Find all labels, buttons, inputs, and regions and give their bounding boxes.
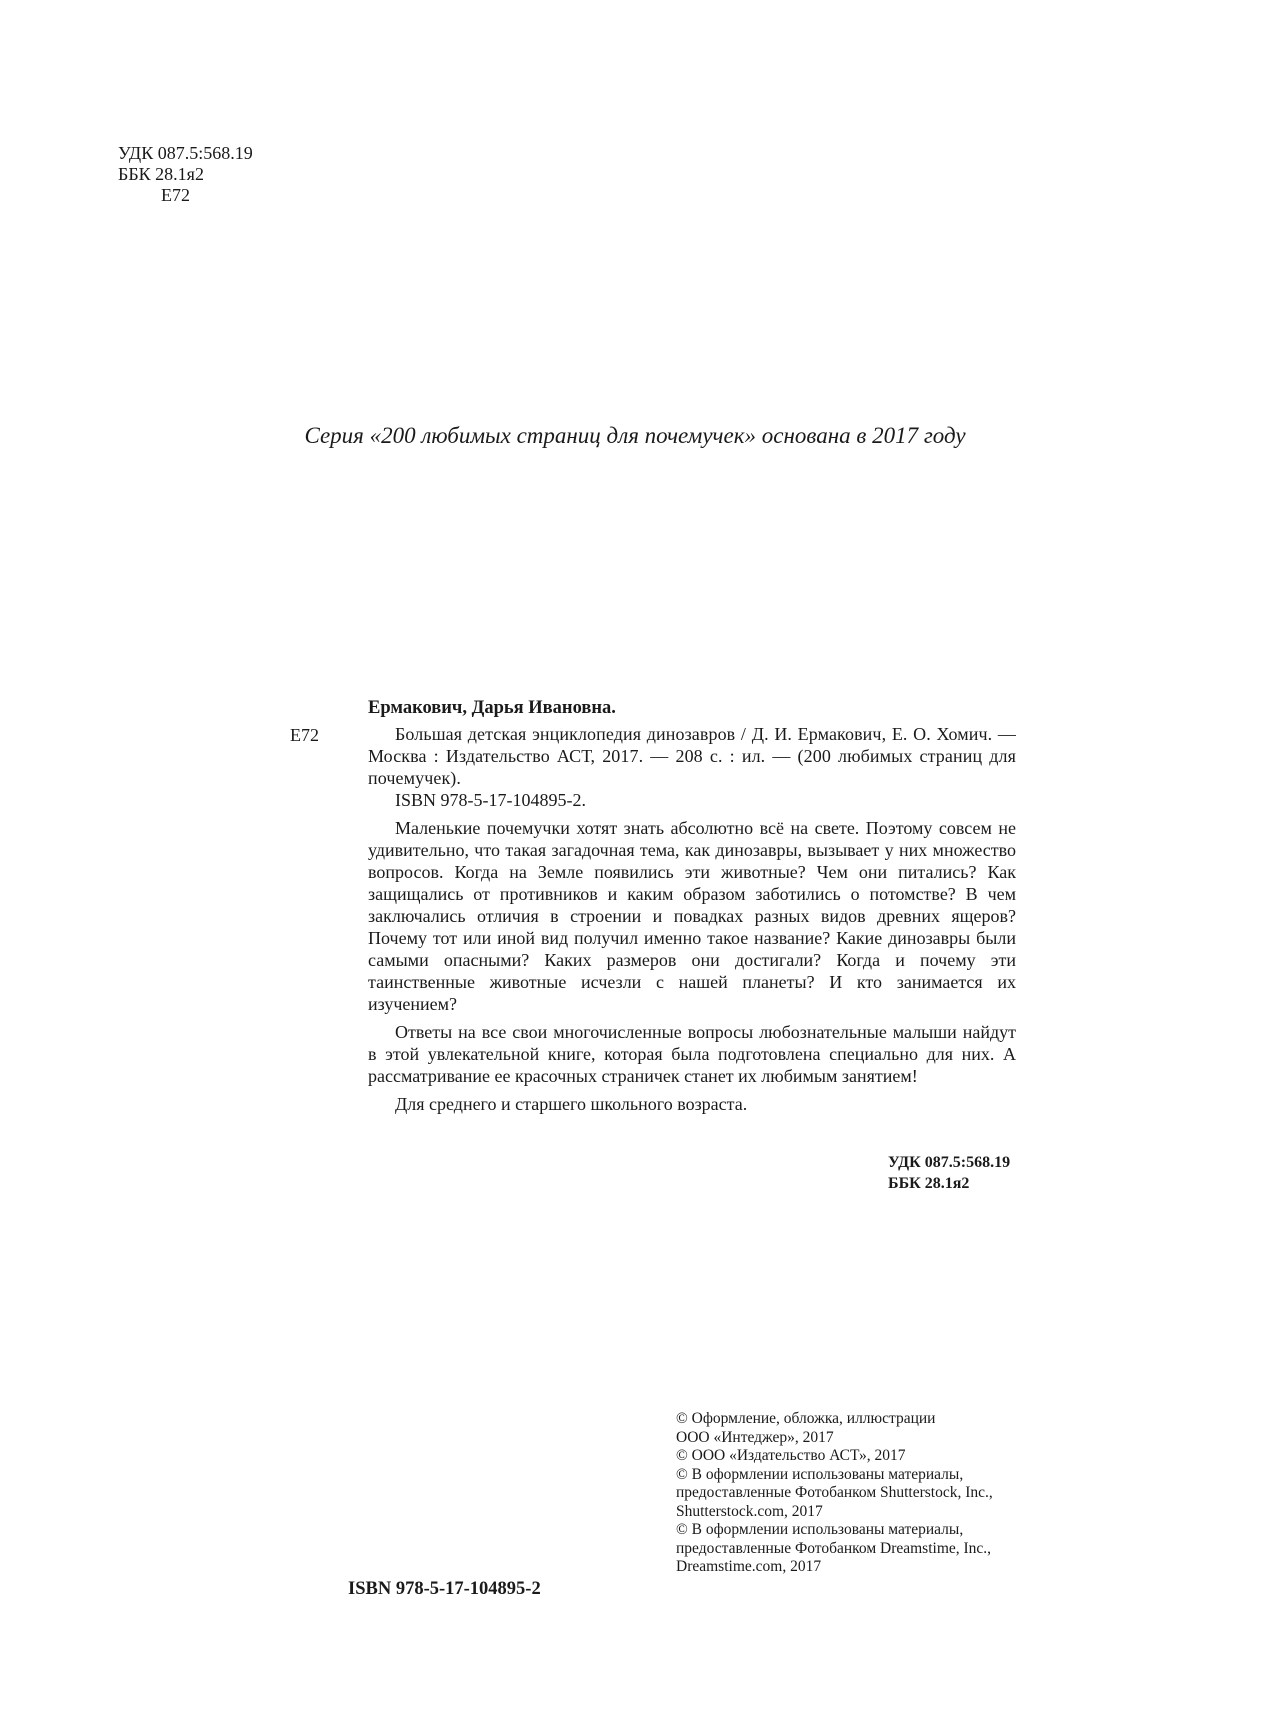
copyright-line: ООО «Интеджер», 2017 bbox=[676, 1428, 834, 1446]
copyright-line: предоставленные Фотобанком Dreamstime, Inc., bbox=[676, 1539, 992, 1557]
series-note: Серия «200 любимых страниц для почемучек» основана в 2017 году bbox=[304, 423, 966, 448]
isbn-footer: ISBN 978-5-17-104895-2 bbox=[348, 1579, 541, 1599]
entry-isbn: ISBN 978-5-17-104895-2. bbox=[395, 790, 586, 810]
copyright-line: © ООО «Издательство АСТ», 2017 bbox=[676, 1447, 906, 1464]
entry-abstract-paragraph-1: Маленькие почемучки хотят знать абсолютно всё на свете. Поэтому совсем не удивительно, что такая загадочная тема, как динозавры, вызывает у них множество вопросов. Когда на Земле появились эти животные? Чем они питались? Как защищались от противников и каким образом заботились о потомстве? В чем заключались отличия в строении и повадках разных видов древних ящеров? Почему тот или иной вид получил именно такое название? Какие динозавры были самыми опасными? Каких размеров они достигали? Когда и почему эти таинственные животные исчезли с нашей планеты? И кто занимается их изучением? bbox=[368, 818, 1016, 1014]
entry-author-mark: Е72 bbox=[290, 725, 319, 745]
author-mark: Е72 bbox=[161, 185, 190, 205]
copyright-line: предоставленные Фотобанком Shutterstock, Inc., bbox=[676, 1484, 993, 1501]
copyright-line: © В оформлении использованы материалы, bbox=[676, 1521, 964, 1538]
entry-author: Ермакович, Дарья Ивановна. bbox=[368, 698, 616, 718]
udk-code-bottom: УДК 087.5:568.19 bbox=[888, 1154, 1011, 1171]
copyright-line: Dreamstime.com, 2017 bbox=[676, 1558, 822, 1575]
copyright-line: © В оформлении использованы материалы, bbox=[676, 1465, 964, 1483]
copyright-notices bbox=[676, 1410, 993, 1577]
entry-bibliographic-description: Большая детская энциклопедия динозавров / Д. И. Ермакович, Е. О. Хомич. — Москва : Издательство АСТ, 2017. — 208 с. : ил. — (200 любимых страниц для почемучек). bbox=[368, 724, 1016, 788]
entry-age-rating: Для среднего и старшего школьного возраста. bbox=[395, 1094, 748, 1114]
classification-codes-top bbox=[118, 143, 253, 206]
copyright-line: © Оформление, обложка, иллюстрации bbox=[676, 1410, 936, 1427]
bbk-code-bottom: ББК 28.1я2 bbox=[888, 1175, 970, 1192]
udk-code: УДК 087.5:568.19 bbox=[118, 143, 253, 163]
catalog-entry bbox=[368, 697, 1016, 1115]
classification-codes-bottom bbox=[888, 1152, 1010, 1194]
entry-abstract-paragraph-2: Ответы на все свои многочисленные вопросы любознательные малыши найдут в этой увлекательной книге, которая была подготовлена специально для них. А рассматривание ее красочных страничек станет их любимым занятием! bbox=[368, 1022, 1016, 1086]
copyright-line: Shutterstock.com, 2017 bbox=[676, 1502, 823, 1520]
bbk-code: ББК 28.1я2 bbox=[118, 164, 204, 184]
